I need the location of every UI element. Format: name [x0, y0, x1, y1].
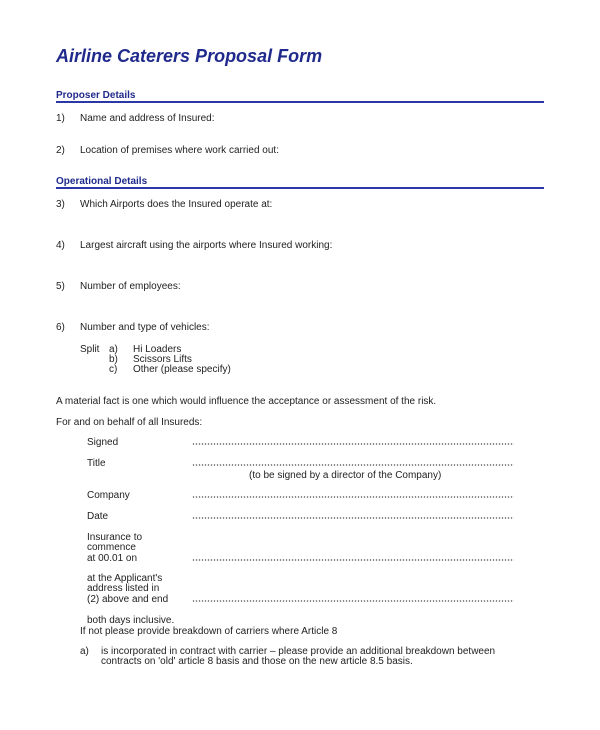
breakdown-note: If not please provide breakdown of carriers where Article 8 — [80, 626, 338, 637]
director-note: (to be signed by a director of the Company) — [249, 470, 442, 481]
question-number: 3) — [56, 199, 65, 210]
split-item: Hi Loaders — [133, 344, 182, 355]
question-text: Number of employees: — [80, 281, 181, 292]
signed-label: Signed — [87, 437, 119, 448]
material-fact-text: A material fact is one which would influence the acceptance or assessment of the risk. — [56, 396, 437, 407]
insurance-commence-text: commence — [87, 542, 136, 553]
question-text: Which Airports does the Insured operate at: — [80, 199, 273, 210]
question-text: Location of premises where work carried out: — [80, 145, 279, 156]
question-text: Name and address of Insured: — [80, 113, 215, 124]
question-number: 6) — [56, 322, 65, 333]
section-rule — [56, 101, 544, 103]
question-text: Number and type of vehicles: — [80, 322, 210, 333]
on-behalf-text: For and on behalf of all Insureds: — [56, 417, 203, 428]
question-number: 4) — [56, 240, 65, 251]
date-label: Date — [87, 511, 109, 522]
end-date-line[interactable] — [192, 599, 514, 603]
question-number: 1) — [56, 113, 65, 124]
article-text: is incorporated in contract with carrier – please provide an additional breakdown between — [101, 646, 496, 657]
split-item: Other (please specify) — [133, 364, 231, 375]
section-rule — [56, 187, 544, 189]
question-number: 5) — [56, 281, 65, 292]
split-label: Split — [80, 344, 100, 355]
split-letter: c) — [109, 364, 118, 375]
date-line[interactable] — [192, 516, 514, 520]
split-letter: b) — [109, 354, 118, 365]
split-item: Scissors Lifts — [133, 354, 192, 365]
insurance-commence-text: Insurance to — [87, 532, 143, 543]
article-letter: a) — [80, 646, 89, 657]
signed-line[interactable] — [192, 442, 514, 446]
question-number: 2) — [56, 145, 65, 156]
section-heading-operational: Operational Details — [56, 176, 148, 187]
insurance-commence-text: (2) above and end — [87, 594, 169, 605]
title-line[interactable] — [192, 463, 514, 467]
insurance-commence-text: at the Applicant's — [87, 573, 163, 584]
insurance-commence-text: both days inclusive. — [87, 615, 175, 626]
company-line[interactable] — [192, 495, 514, 499]
article-text: contracts on 'old' article 8 basis and those on the new article 8.5 basis. — [101, 656, 413, 667]
insurance-commence-text: at 00.01 on — [87, 553, 138, 564]
section-heading-proposer: Proposer Details — [56, 90, 136, 101]
commence-date-line[interactable] — [192, 558, 514, 562]
company-label: Company — [87, 490, 130, 501]
title-label: Title — [87, 458, 106, 469]
insurance-commence-text: address listed in — [87, 583, 160, 594]
split-letter: a) — [109, 344, 118, 355]
question-text: Largest aircraft using the airports where Insured working: — [80, 240, 333, 251]
page-title: Airline Caterers Proposal Form — [56, 46, 323, 66]
